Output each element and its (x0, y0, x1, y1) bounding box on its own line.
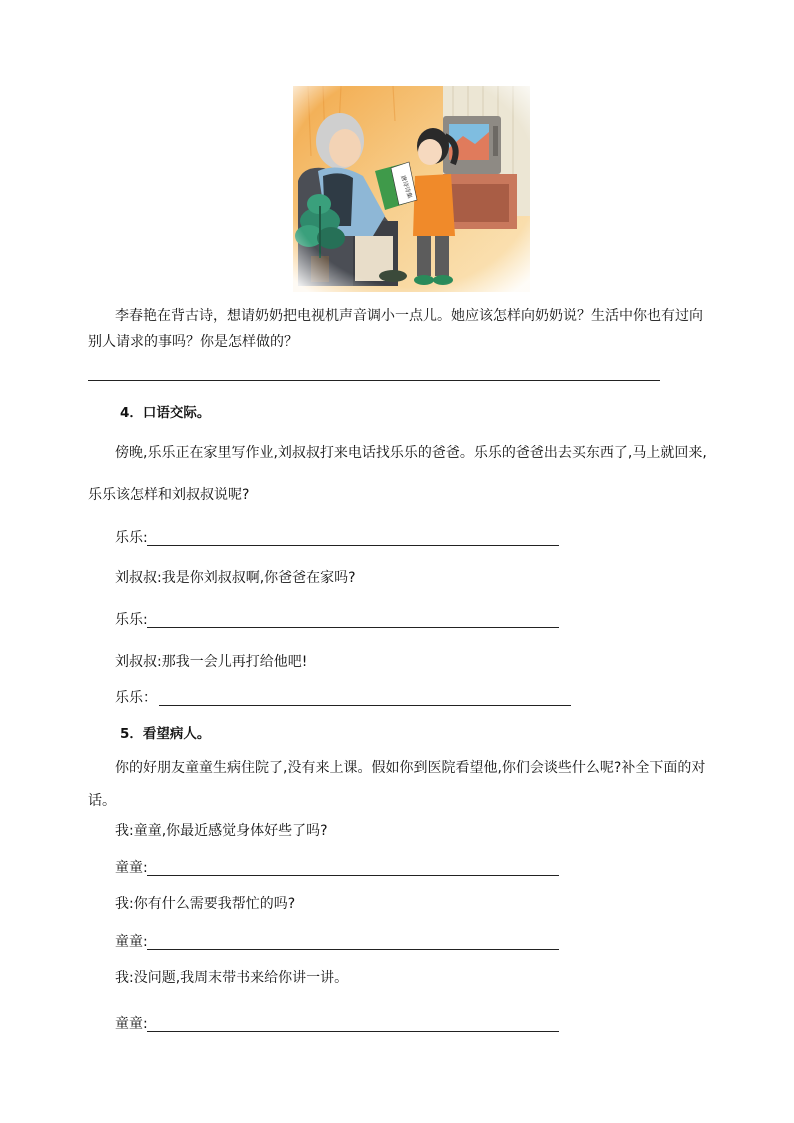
q3-prompt-line2: 别人请求的事吗？你是怎样做的？ (88, 334, 298, 350)
answer-blank[interactable] (159, 705, 571, 706)
q4-prompt-line2: 乐乐该怎样和刘叔叔说呢? (88, 487, 250, 503)
q4-dialogue-line (115, 528, 148, 548)
q5-dialogue-line (115, 821, 328, 841)
q5-dialogue-line (115, 1014, 148, 1034)
q3-prompt-line1: 李春艳在背古诗，想请奶奶把电视机声音调小一点儿。她应该怎样向奶奶说？生活中你也有过向 (115, 308, 703, 324)
q3-answer-line[interactable] (88, 380, 660, 381)
answer-blank[interactable] (147, 545, 559, 546)
speaker-label: 我:没问题,我周末带书来给你讲一讲。 (115, 970, 349, 986)
q4-prompt-line1: 傍晚,乐乐正在家里写作业,刘叔叔打来电话找乐乐的爸爸。乐乐的爸爸出去买东西了,马上就回来, (115, 445, 707, 461)
q5-dialogue-line (115, 894, 295, 914)
q5-prompt-line2: 话。 (88, 793, 116, 809)
speaker-label: 刘叔叔:我是你刘叔叔啊,你爸爸在家吗? (115, 570, 356, 586)
speaker-label: 我:童童,你最近感觉身体好些了吗? (115, 823, 328, 839)
speaker-label: 童童: (115, 1016, 148, 1032)
speaker-label: 刘叔叔:那我一会儿再打给他吧! (115, 654, 308, 670)
speaker-label: 乐乐： (115, 690, 157, 706)
q5-prompt-line1: 你的好朋友童童生病住院了,没有来上课。假如你到医院看望他,你们会谈些什么呢?补全下面的对 (115, 760, 706, 776)
speaker-label: 童童: (115, 860, 148, 876)
q4-heading: 4．口语交际。 (120, 405, 211, 421)
q4-dialogue-line (115, 652, 307, 672)
speaker-label: 童童: (115, 934, 148, 950)
q5-dialogue-line (115, 858, 148, 878)
answer-blank[interactable] (147, 627, 559, 628)
answer-blank[interactable] (147, 949, 559, 950)
q4-dialogue-line (115, 610, 148, 630)
q4-dialogue-line (115, 568, 356, 588)
speaker-label: 乐乐: (115, 530, 148, 546)
q5-dialogue-line (115, 932, 148, 952)
speaker-label: 我:你有什么需要我帮忙的吗? (115, 896, 296, 912)
answer-blank[interactable] (147, 1031, 559, 1032)
speaker-label: 乐乐: (115, 612, 148, 628)
q5-dialogue-line (115, 968, 348, 988)
grandma-and-girl-illustration (293, 86, 530, 292)
answer-blank[interactable] (147, 875, 559, 876)
q5-heading: 5．看望病人。 (120, 726, 211, 742)
q4-dialogue-line (115, 688, 157, 708)
